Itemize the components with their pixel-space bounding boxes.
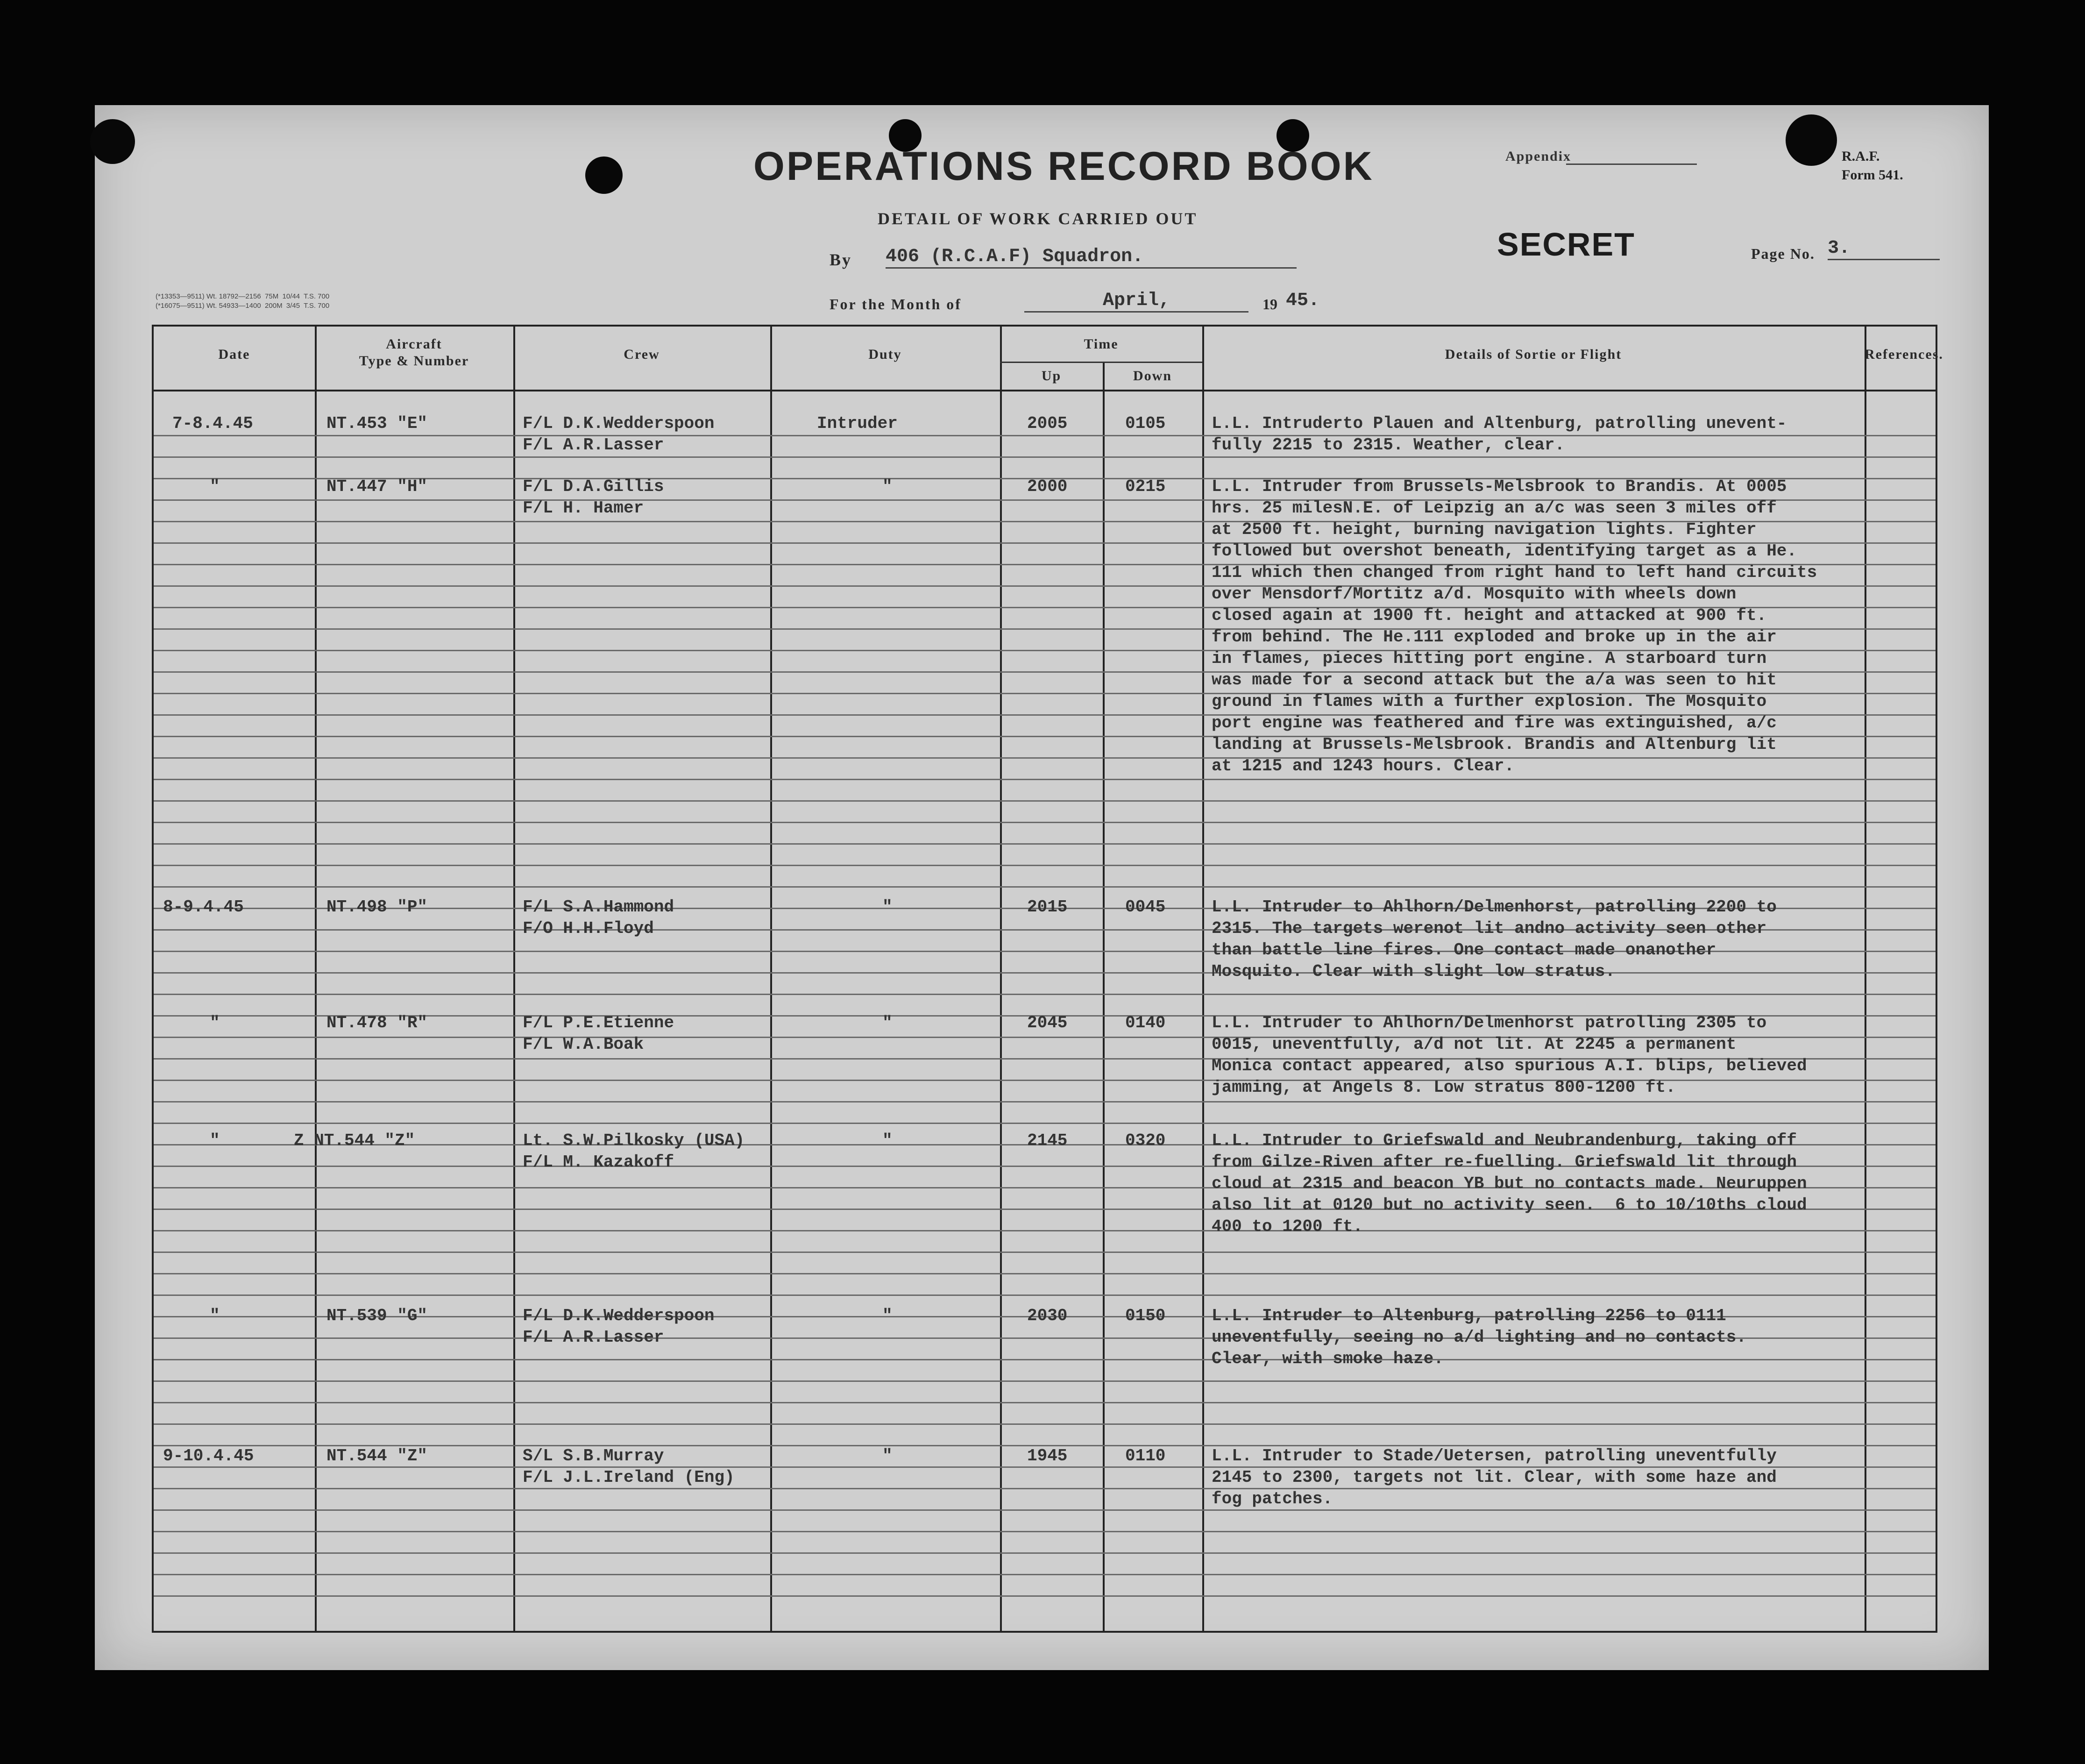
entry-time-up: 2030 xyxy=(1027,1306,1068,1325)
punch-hole xyxy=(585,156,623,194)
col-divider xyxy=(1103,362,1105,1631)
ruled-line xyxy=(154,456,1936,458)
record-table xyxy=(152,325,1943,1633)
entry-details: L.L. Intruder to Stade/Uetersen, patrolling uneventfully 2145 to 2300, targets not lit. Clear, with some haze and fog patches. xyxy=(1212,1446,1777,1508)
month-field: April, xyxy=(1024,290,1248,313)
appendix-label: Appendix xyxy=(1505,149,1572,164)
entry-crew-pilot: F/L S.A.Hammond xyxy=(523,897,674,917)
entry-time-down: 0045 xyxy=(1125,897,1166,917)
entry-time-up: 2015 xyxy=(1027,897,1068,917)
entry-details: L.L. Intruder to Ahlhorn/Delmenhorst, patrolling 2200 to 2315. The targets werenot lit andno activity seen other than battle line fires. One contact made onanother Mosquito. Clear with slight low stratus. xyxy=(1212,897,1777,981)
entry-date: 9-10.4.45 xyxy=(163,1446,254,1465)
ruled-line xyxy=(154,1595,1936,1597)
ruled-line xyxy=(154,800,1936,802)
col-header-time: Time xyxy=(1084,336,1119,352)
appendix-field xyxy=(1566,164,1697,165)
entry-time-up: 2000 xyxy=(1027,477,1068,496)
page-number-field: 3. xyxy=(1828,238,1940,260)
ruled-line xyxy=(154,1402,1936,1403)
punch-hole xyxy=(1786,114,1837,166)
entry-aircraft: NT.539 "G" xyxy=(326,1306,428,1325)
entry-time-up: 2005 xyxy=(1027,414,1068,433)
ruled-line xyxy=(154,886,1936,888)
entry-details: L.L. Intruder to Ahlhorn/Delmenhorst patrolling 2305 to 0015, uneventfully, a/d not lit. At 2245 a permanent Monica contact appeared, also spurious A.I. blips, believed jamming, at Angels 8. Low stratus 800-1200 ft. xyxy=(1212,1013,1807,1097)
ruled-line xyxy=(154,1101,1936,1102)
entry-crew-pilot: F/L D.A.Gillis xyxy=(523,477,664,496)
month-label: For the Month of xyxy=(830,296,962,313)
entry-date: 8-9.4.45 xyxy=(163,897,244,917)
entry-duty: " xyxy=(882,477,893,496)
entry-crew-navigator: F/L J.L.Ireland (Eng) xyxy=(523,1468,735,1487)
year-prefix: 19 xyxy=(1262,296,1277,313)
entry-time-down: 0320 xyxy=(1125,1131,1166,1150)
entry-time-up: 2045 xyxy=(1027,1013,1068,1032)
entry-aircraft: NT.544 "Z" xyxy=(326,1446,428,1465)
entry-time-down: 0150 xyxy=(1125,1306,1166,1325)
print-code: (*13353—9511) Wt. 18792—2156 75M 10/44 T.S. 700 (*16075—9511) Wt. 54933—1400 200M 3/45 T.S. 700 xyxy=(156,292,330,310)
entry-duty: " xyxy=(882,1131,893,1150)
ruled-line xyxy=(154,1423,1936,1425)
ruled-line xyxy=(154,1252,1936,1253)
entry-duty: " xyxy=(882,1446,893,1465)
entry-crew-pilot: F/L D.K.Wedderspoon xyxy=(523,414,715,433)
entry-crew-navigator: F/L A.R.Lasser xyxy=(523,435,664,455)
entry-time-down: 0215 xyxy=(1125,477,1166,496)
ruled-line xyxy=(154,1273,1936,1274)
form-sheet xyxy=(95,105,1989,1670)
entry-crew-pilot: F/L D.K.Wedderspoon xyxy=(523,1306,715,1325)
entry-crew-navigator: F/L A.R.Lasser xyxy=(523,1328,664,1347)
col-header-references: References. xyxy=(1865,347,1943,362)
ruled-line xyxy=(154,1295,1936,1296)
entry-duty: " xyxy=(882,897,893,917)
squadron-field: 406 (R.C.A.F) Squadron. xyxy=(886,246,1297,269)
form-number xyxy=(1842,147,1903,185)
form-line-2: Form 541. xyxy=(1842,167,1903,183)
ruled-line xyxy=(154,779,1936,780)
entry-crew-pilot: Lt. S.W.Pilkosky (USA) xyxy=(523,1131,745,1150)
form-line-1: R.A.F. xyxy=(1842,149,1880,164)
punch-hole xyxy=(90,119,135,164)
ruled-line xyxy=(154,994,1936,995)
entry-details: L.L. Intruder to Altenburg, patrolling 2256 to 0111 uneventfully, seeing no a/d lighting and no contacts. Clear, with smoke haze. xyxy=(1212,1306,1746,1368)
time-sub-rule xyxy=(1000,362,1202,363)
entry-date: " xyxy=(210,477,220,496)
entry-details: L.L. Intruderto Plauen and Altenburg, patrolling unevent- fully 2215 to 2315. Weather, clear. xyxy=(1212,414,1787,455)
ruled-line xyxy=(154,1123,1936,1124)
page-subtitle: DETAIL OF WORK CARRIED OUT xyxy=(878,209,1198,228)
entry-date: " xyxy=(210,1306,220,1325)
ruled-line xyxy=(154,1531,1936,1532)
entry-date: 7-8.4.45 xyxy=(172,414,253,433)
entry-duty: Intruder xyxy=(817,414,898,433)
ruled-line xyxy=(154,1552,1936,1554)
entry-crew-navigator: F/L M. Kazakoff xyxy=(523,1152,674,1172)
entry-crew-navigator: F/L W.A.Boak xyxy=(523,1035,644,1054)
col-header-duty: Duty xyxy=(868,347,902,362)
col-header-details: Details of Sortie or Flight xyxy=(1445,347,1622,362)
entry-duty: " xyxy=(882,1306,893,1325)
entry-crew-navigator: F/O H.H.Floyd xyxy=(523,919,654,938)
ruled-line xyxy=(154,843,1936,845)
entry-aircraft: NT.478 "R" xyxy=(326,1013,428,1032)
ruled-line xyxy=(154,865,1936,866)
entry-duty: " xyxy=(882,1013,893,1032)
entry-date: " xyxy=(210,1013,220,1032)
col-header-crew: Crew xyxy=(624,347,660,362)
page-title: OPERATIONS RECORD BOOK xyxy=(753,144,1374,189)
entry-time-up: 1945 xyxy=(1027,1446,1068,1465)
entry-time-down: 0105 xyxy=(1125,414,1166,433)
by-label: By xyxy=(830,250,852,269)
col-header-date: Date xyxy=(218,347,250,362)
ruled-line xyxy=(154,1574,1936,1575)
entry-time-down: 0110 xyxy=(1125,1446,1166,1465)
entry-crew-navigator: F/L H. Hamer xyxy=(523,498,644,518)
entry-time-up: 2145 xyxy=(1027,1131,1068,1150)
entry-crew-pilot: S/L S.B.Murray xyxy=(523,1446,664,1465)
year-field: 45. xyxy=(1286,290,1320,311)
ruled-line xyxy=(154,822,1936,823)
entry-aircraft: Z NT.544 "Z" xyxy=(294,1131,415,1150)
col-header-aircraft: Aircraft Type & Number xyxy=(359,336,469,369)
entry-aircraft: NT.447 "H" xyxy=(326,477,428,496)
entry-aircraft: NT.453 "E" xyxy=(326,414,428,433)
page-number-label: Page No. xyxy=(1751,245,1815,262)
ruled-line xyxy=(154,1380,1936,1382)
col-header-up: Up xyxy=(1041,368,1062,384)
entry-time-down: 0140 xyxy=(1125,1013,1166,1032)
entry-details: L.L. Intruder to Griefswald and Neubrandenburg, taking off from Gilze-Riven after re-fuelling. Griefswald lit through cloud at 2315 and beacon YB but no contacts made. Neuruppen also lit at 0120 but no activity seen. 6 to 10/10ths cloud 400 to 1200 ft. xyxy=(1212,1131,1807,1236)
header-rule xyxy=(154,390,1936,391)
entry-details: L.L. Intruder from Brussels-Melsbrook to Brandis. At 0005 hrs. 25 milesN.E. of Leipzig an a/c was seen 3 miles off at 2500 ft. height, burning navigation lights. Fighter followed but overshot beneath, identifying target as a He. 111 which then changed from right hand to left hand circuits over Mensdorf/Mortitz a/d. Mosquito with wheels down closed again at 1900 ft. height and attacked at 900 ft. from behind. The He.111 exploded and broke up in the air in flames, pieces hitting port engine. A starboard turn was made for a second attack but the a/a was seen to hit ground in flames with a further explosion. The Mosquito port engine was feathered and fire was extinguished, a/c landing at Brussels-Melsbrook. Brandis and Altenburg lit at 1215 and 1243 hours. Clear. xyxy=(1212,477,1817,775)
entry-date: " xyxy=(210,1131,220,1150)
entry-crew-pilot: F/L P.E.Etienne xyxy=(523,1013,674,1032)
entry-aircraft: NT.498 "P" xyxy=(326,897,428,917)
col-header-down: Down xyxy=(1133,368,1172,384)
secret-stamp: SECRET xyxy=(1497,226,1635,263)
